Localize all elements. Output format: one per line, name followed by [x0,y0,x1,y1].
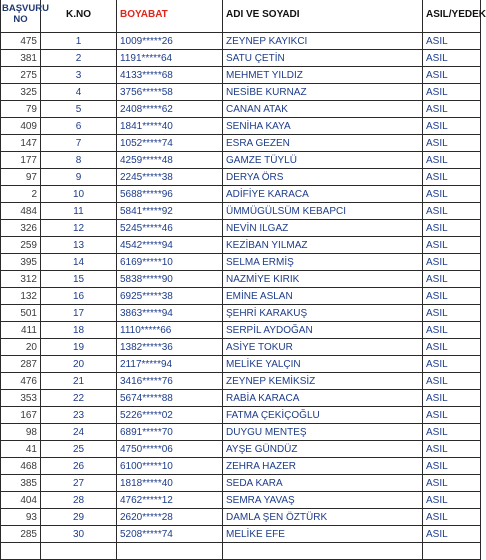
row-kno: 24 [41,424,117,441]
table-row [1,407,481,424]
row-kno: 20 [41,356,117,373]
table-row [1,424,481,441]
row-name: ASİYE TOKUR [223,339,423,356]
table-row [1,526,481,543]
row-name: MEHMET YILDIZ [223,67,423,84]
row-kno: 23 [41,407,117,424]
row-name: KEZİBAN YILMAZ [223,237,423,254]
row-name-cell [223,543,423,560]
table-row [1,186,481,203]
row-status: ASIL [423,186,481,203]
row-kno: 7 [41,135,117,152]
table-row [1,509,481,526]
row-name: ESRA GEZEN [223,135,423,152]
row-status: ASIL [423,169,481,186]
row-bno: 326 [1,220,41,237]
row-bno: 147 [1,135,41,152]
row-status: ASIL [423,356,481,373]
row-tc-no: 2245*****38 [117,169,223,186]
row-bno: 167 [1,407,41,424]
row-kno: 16 [41,288,117,305]
row-bno: 353 [1,390,41,407]
row-tc-no: 5245*****46 [117,220,223,237]
row-kno: 28 [41,492,117,509]
row-status: ASIL [423,220,481,237]
row-name: CANAN ATAK [223,101,423,118]
row-tc-no: 2620*****28 [117,509,223,526]
table-row [1,220,481,237]
table-row [1,33,481,50]
row-status: ASIL [423,84,481,101]
table-row [1,475,481,492]
row-tc-cell [117,543,223,560]
row-name: SELMA ERMİŞ [223,254,423,271]
row-bno: 404 [1,492,41,509]
table-row [1,254,481,271]
row-status-cell [423,543,481,560]
row-kno: 25 [41,441,117,458]
header-basvuru-line2: NO [13,14,28,25]
row-tc-no: 5838*****90 [117,271,223,288]
row-bno: 177 [1,152,41,169]
row-tc-no: 5226*****02 [117,407,223,424]
table-row [1,169,481,186]
header-kno: K.NO [41,0,117,33]
table-row [1,152,481,169]
row-tc-no: 4259*****48 [117,152,223,169]
row-name: NESİBE KURNAZ [223,84,423,101]
row-name: ŞEHRİ KARAKUŞ [223,305,423,322]
row-tc-no: 6925*****38 [117,288,223,305]
row-bno: 259 [1,237,41,254]
row-status: ASIL [423,441,481,458]
row-tc-no: 2408*****62 [117,101,223,118]
row-status: ASIL [423,135,481,152]
row-bno: 501 [1,305,41,322]
table-row [1,305,481,322]
row-name: SEDA KARA [223,475,423,492]
row-kno: 3 [41,67,117,84]
row-tc-no: 1818*****40 [117,475,223,492]
row-status: ASIL [423,424,481,441]
row-name: EMİNE ASLAN [223,288,423,305]
row-bno: 409 [1,118,41,135]
row-status: ASIL [423,237,481,254]
row-status: ASIL [423,254,481,271]
table-row [1,458,481,475]
row-status: ASIL [423,33,481,50]
row-name: DUYGU MENTEŞ [223,424,423,441]
row-bno: 98 [1,424,41,441]
row-kno: 15 [41,271,117,288]
row-bno: 325 [1,84,41,101]
row-tc-no: 3756*****58 [117,84,223,101]
table-row [1,84,481,101]
row-name: ZEYNEP KAYIKCI [223,33,423,50]
row-kno: 29 [41,509,117,526]
row-kno: 14 [41,254,117,271]
row-name: DERYA ÖRS [223,169,423,186]
table-row [1,288,481,305]
row-kno: 30 [41,526,117,543]
row-bno: 385 [1,475,41,492]
row-tc-no: 1052*****74 [117,135,223,152]
row-status: ASIL [423,288,481,305]
row-kno: 9 [41,169,117,186]
row-tc-no: 4750*****06 [117,441,223,458]
row-status: ASIL [423,271,481,288]
row-status: ASIL [423,492,481,509]
row-bno: 275 [1,67,41,84]
row-bno: 132 [1,288,41,305]
table-row [1,101,481,118]
row-tc-no: 5208*****74 [117,526,223,543]
row-tc-no: 3416*****76 [117,373,223,390]
row-status: ASIL [423,305,481,322]
row-name: DAMLA ŞEN ÖZTÜRK [223,509,423,526]
row-kno: 2 [41,50,117,67]
row-bno: 476 [1,373,41,390]
row-status: ASIL [423,322,481,339]
row-name: MELİKE YALÇIN [223,356,423,373]
row-name: NAZMİYE KIRIK [223,271,423,288]
row-tc-no: 1841*****40 [117,118,223,135]
row-kno: 18 [41,322,117,339]
row-bno: 411 [1,322,41,339]
row-kno: 22 [41,390,117,407]
row-kno: 6 [41,118,117,135]
table-row [1,135,481,152]
row-tc-no: 4133*****68 [117,67,223,84]
header-basvuru-no [1,0,49,33]
row-name: AYŞE GÜNDÜZ [223,441,423,458]
row-name: ZEHRA HAZER [223,458,423,475]
table-row [1,203,481,220]
header-row [1,0,481,33]
row-bno: 468 [1,458,41,475]
table-row [1,390,481,407]
row-bno: 79 [1,101,41,118]
header-asil-yedek: ASIL/YEDEK [423,0,481,33]
row-status: ASIL [423,373,481,390]
row-name: GAMZE TÜYLÜ [223,152,423,169]
row-kno: 4 [41,84,117,101]
table-row [1,356,481,373]
row-name: ZEYNEP KEMİKSİZ [223,373,423,390]
row-status: ASIL [423,458,481,475]
row-tc-no: 2117*****94 [117,356,223,373]
row-tc-no: 5688*****96 [117,186,223,203]
row-name: FATMA ÇEKİÇOĞLU [223,407,423,424]
row-status: ASIL [423,475,481,492]
table-row [1,373,481,390]
table-row [1,118,481,135]
row-status: ASIL [423,101,481,118]
table-row [1,339,481,356]
row-tc-no: 6891*****70 [117,424,223,441]
row-kno: 17 [41,305,117,322]
table-row [1,50,481,67]
row-kno: 19 [41,339,117,356]
row-status: ASIL [423,67,481,84]
row-kno: 5 [41,101,117,118]
table-body [1,33,481,560]
row-tc-no: 4542*****94 [117,237,223,254]
row-tc-no: 1382*****36 [117,339,223,356]
row-tc-no: 3863*****94 [117,305,223,322]
row-bno: 285 [1,526,41,543]
row-bno: 41 [1,441,41,458]
row-kno: 13 [41,237,117,254]
row-tc-no: 6169*****10 [117,254,223,271]
row-kno: 12 [41,220,117,237]
header-adi-soyadi: ADI VE SOYADI [223,0,423,33]
row-bno: 2 [1,186,41,203]
table-row [1,492,481,509]
row-tc-no: 6100*****10 [117,458,223,475]
table-row [1,271,481,288]
row-name: ADİFİYE KARACA [223,186,423,203]
row-name: MELİKE EFE [223,526,423,543]
table-row [1,322,481,339]
row-kno: 26 [41,458,117,475]
row-tc-no: 1110*****66 [117,322,223,339]
table-row [1,67,481,84]
row-name: RABİA KARACA [223,390,423,407]
row-status: ASIL [423,50,481,67]
table-row-partial [1,543,481,560]
row-kno: 10 [41,186,117,203]
row-kno: 27 [41,475,117,492]
row-status: ASIL [423,390,481,407]
row-status: ASIL [423,118,481,135]
row-status: ASIL [423,339,481,356]
row-kno: 8 [41,152,117,169]
row-status: ASIL [423,152,481,169]
row-kno: 11 [41,203,117,220]
row-bno: 484 [1,203,41,220]
header-basvuru-line1: BAŞVURU [2,3,49,14]
row-status: ASIL [423,407,481,424]
row-tc-no: 5674*****88 [117,390,223,407]
row-name: NEVİN ILGAZ [223,220,423,237]
row-tc-no: 1191*****64 [117,50,223,67]
row-bno-cell [1,543,41,560]
row-bno: 475 [1,33,41,50]
row-tc-no: 1009*****26 [117,33,223,50]
table-row [1,441,481,458]
row-kno-cell [41,543,117,560]
row-status: ASIL [423,526,481,543]
header-boyabat: BOYABAT [117,0,223,33]
row-bno: 287 [1,356,41,373]
row-name: SATU ÇETİN [223,50,423,67]
row-bno: 93 [1,509,41,526]
row-name: SEMRA YAVAŞ [223,492,423,509]
row-bno: 97 [1,169,41,186]
table-row [1,237,481,254]
row-tc-no: 4762*****12 [117,492,223,509]
row-bno: 381 [1,50,41,67]
row-name: ÜMMÜGÜLSÜM KEBAPCI [223,203,423,220]
row-status: ASIL [423,203,481,220]
row-bno: 395 [1,254,41,271]
row-bno: 312 [1,271,41,288]
row-name: SENİHA KAYA [223,118,423,135]
row-bno: 20 [1,339,41,356]
row-status: ASIL [423,509,481,526]
row-tc-no: 5841*****92 [117,203,223,220]
row-name: SERPİL AYDOĞAN [223,322,423,339]
table-header [1,0,486,33]
row-kno: 21 [41,373,117,390]
row-kno: 1 [41,33,117,50]
